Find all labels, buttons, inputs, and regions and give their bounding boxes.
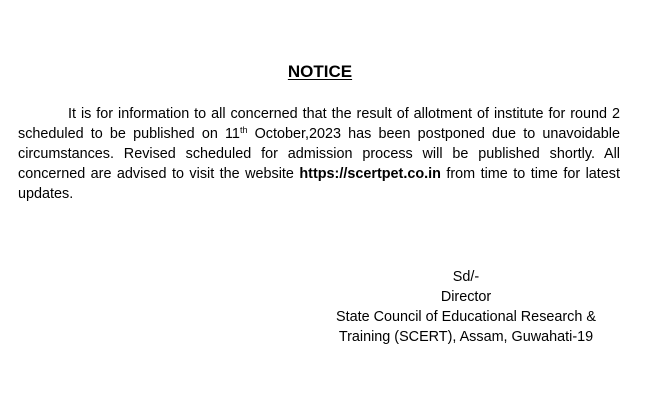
notice-title: NOTICE (287, 62, 353, 81)
date-ordinal-suffix: th (239, 125, 248, 135)
website-link-text: https://scertpet.co.in (299, 166, 441, 182)
signature-org-line-1: State Council of Educational Research & (336, 309, 596, 325)
signature-sd: Sd/- (452, 269, 480, 285)
notice-body (18, 104, 620, 204)
body-text-part-3: from time to time for latest updates. (18, 166, 620, 202)
body-text-part-2: October,2023 has been postponed due to unavoidable circumstances. Revised scheduled for admission process will be published shortly. All concerned are advised to visit the website (18, 126, 620, 182)
body-text-part-1: It is for information to all concerned that the result of allotment of institute for round 2 scheduled to be published on 11 (18, 106, 620, 142)
signature-org-line-2: Training (SCERT), Assam, Guwahati-19 (338, 329, 594, 345)
signature-block (316, 267, 616, 347)
signature-designation: Director (440, 289, 492, 305)
